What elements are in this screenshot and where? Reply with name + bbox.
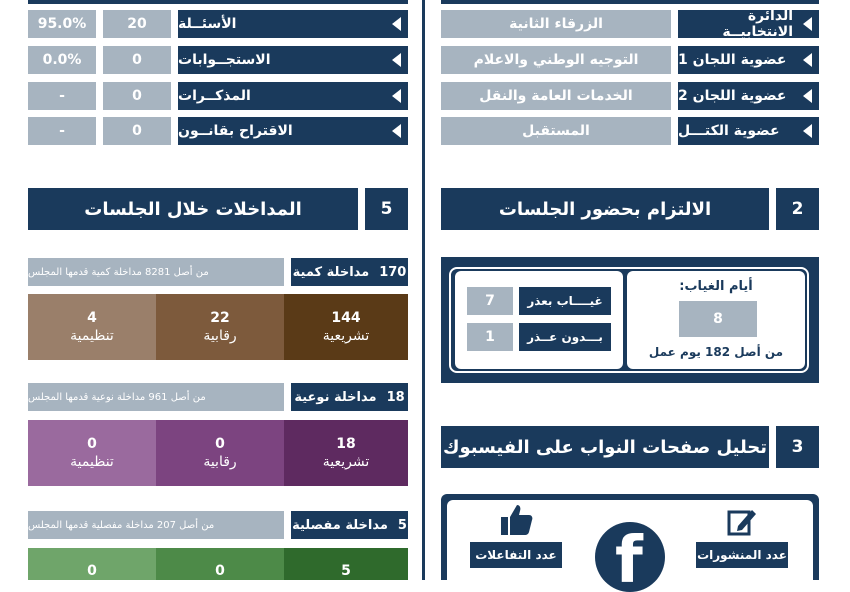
unexcused-value: 1 [467,323,513,351]
segment-oversight: 0 رقابية [156,420,284,486]
section-number: 5 [365,188,408,230]
center-divider [422,0,425,580]
info-label: عضوية اللجان 2 [678,82,819,110]
stat-count: 0 [103,46,171,74]
segment-organizational: 0 [28,548,156,580]
segment-oversight: 22 رقابية [156,294,284,360]
excused-value: 7 [467,287,513,315]
stats-top-edge [28,0,408,4]
unexcused-label: بـــدون عــذر [519,323,611,351]
stat-percent: 0.0% [28,46,96,74]
stat-label: الاقتراح بقانــون [178,117,408,145]
stat-count: 0 [103,117,171,145]
section-title: المداخلات خلال الجلسات [28,188,358,230]
info-top-edge [441,0,819,4]
interactions-count-label: عدد التفاعلات [470,542,562,568]
segment-legislative: 144 تشريعية [284,294,408,360]
section-title: الالتزام بحضور الجلسات [441,188,769,230]
absence-days-value: 8 [679,301,757,337]
excused-label: غيــــاب بعذر [519,287,611,315]
intervention-total-hint: من أصل 207 مداخلة مفصلية قدمها المجلس [28,511,284,539]
intervention-count-label: 18 مداخلة نوعية [291,383,408,411]
section-title: تحليل صفحات النواب على الفيسبوك [441,426,769,468]
facebook-logo-letter: f [615,524,643,592]
absence-breakdown-box [455,271,623,369]
stat-count: 20 [103,10,171,38]
attendance-panel [441,257,819,383]
segment-legislative: 18 تشريعية [284,420,408,486]
info-label: عضوية اللجان 1 [678,46,819,74]
segment-organizational: 0 تنظيمية [28,420,156,486]
absence-days-label: أيام الغياب: [679,279,753,294]
segment-arrow [284,420,310,486]
segment-legislative: 5 [284,548,408,580]
info-label: الدائرة الانتخابيــة [678,10,819,38]
intervention-total-hint: من أصل 8281 مداخلة كمية قدمها المجلس [28,258,284,286]
facebook-panel [441,494,819,592]
segment-arrow [156,294,182,360]
info-value: الخدمات العامة والنقل [441,82,671,110]
stat-label: المذكــرات [178,82,408,110]
segment-oversight: 0 [156,548,284,580]
info-value: التوجيه الوطني والاعلام [441,46,671,74]
stat-percent: - [28,82,96,110]
posts-count-label: عدد المنشورات [696,542,788,568]
info-label: عضوية الكتـــل [678,117,819,145]
edit-icon [726,506,758,538]
intervention-total-hint: من أصل 961 مداخلة نوعية قدمها المجلس [28,383,284,411]
section-number: 3 [776,426,819,468]
absence-days-box [627,271,805,369]
absence-days-note: من أصل 182 يوم عمل [648,345,784,359]
info-value: المستقبل [441,117,671,145]
segment-arrow [156,420,182,486]
stat-label: الأسئــلة [178,10,408,38]
stat-percent: 95.0% [28,10,96,38]
segment-arrow [284,294,310,360]
intervention-count-label: 5 مداخلة مفصلية [291,511,408,539]
segment-organizational: 4 تنظيمية [28,294,156,360]
info-value: الزرقاء الثانية [441,10,671,38]
thumbs-up-icon [498,502,534,538]
stat-label: الاستجــوابات [178,46,408,74]
section-number: 2 [776,188,819,230]
stat-percent: - [28,117,96,145]
facebook-logo [595,522,665,592]
intervention-count-label: 170 مداخلة كمية [291,258,408,286]
stat-count: 0 [103,82,171,110]
